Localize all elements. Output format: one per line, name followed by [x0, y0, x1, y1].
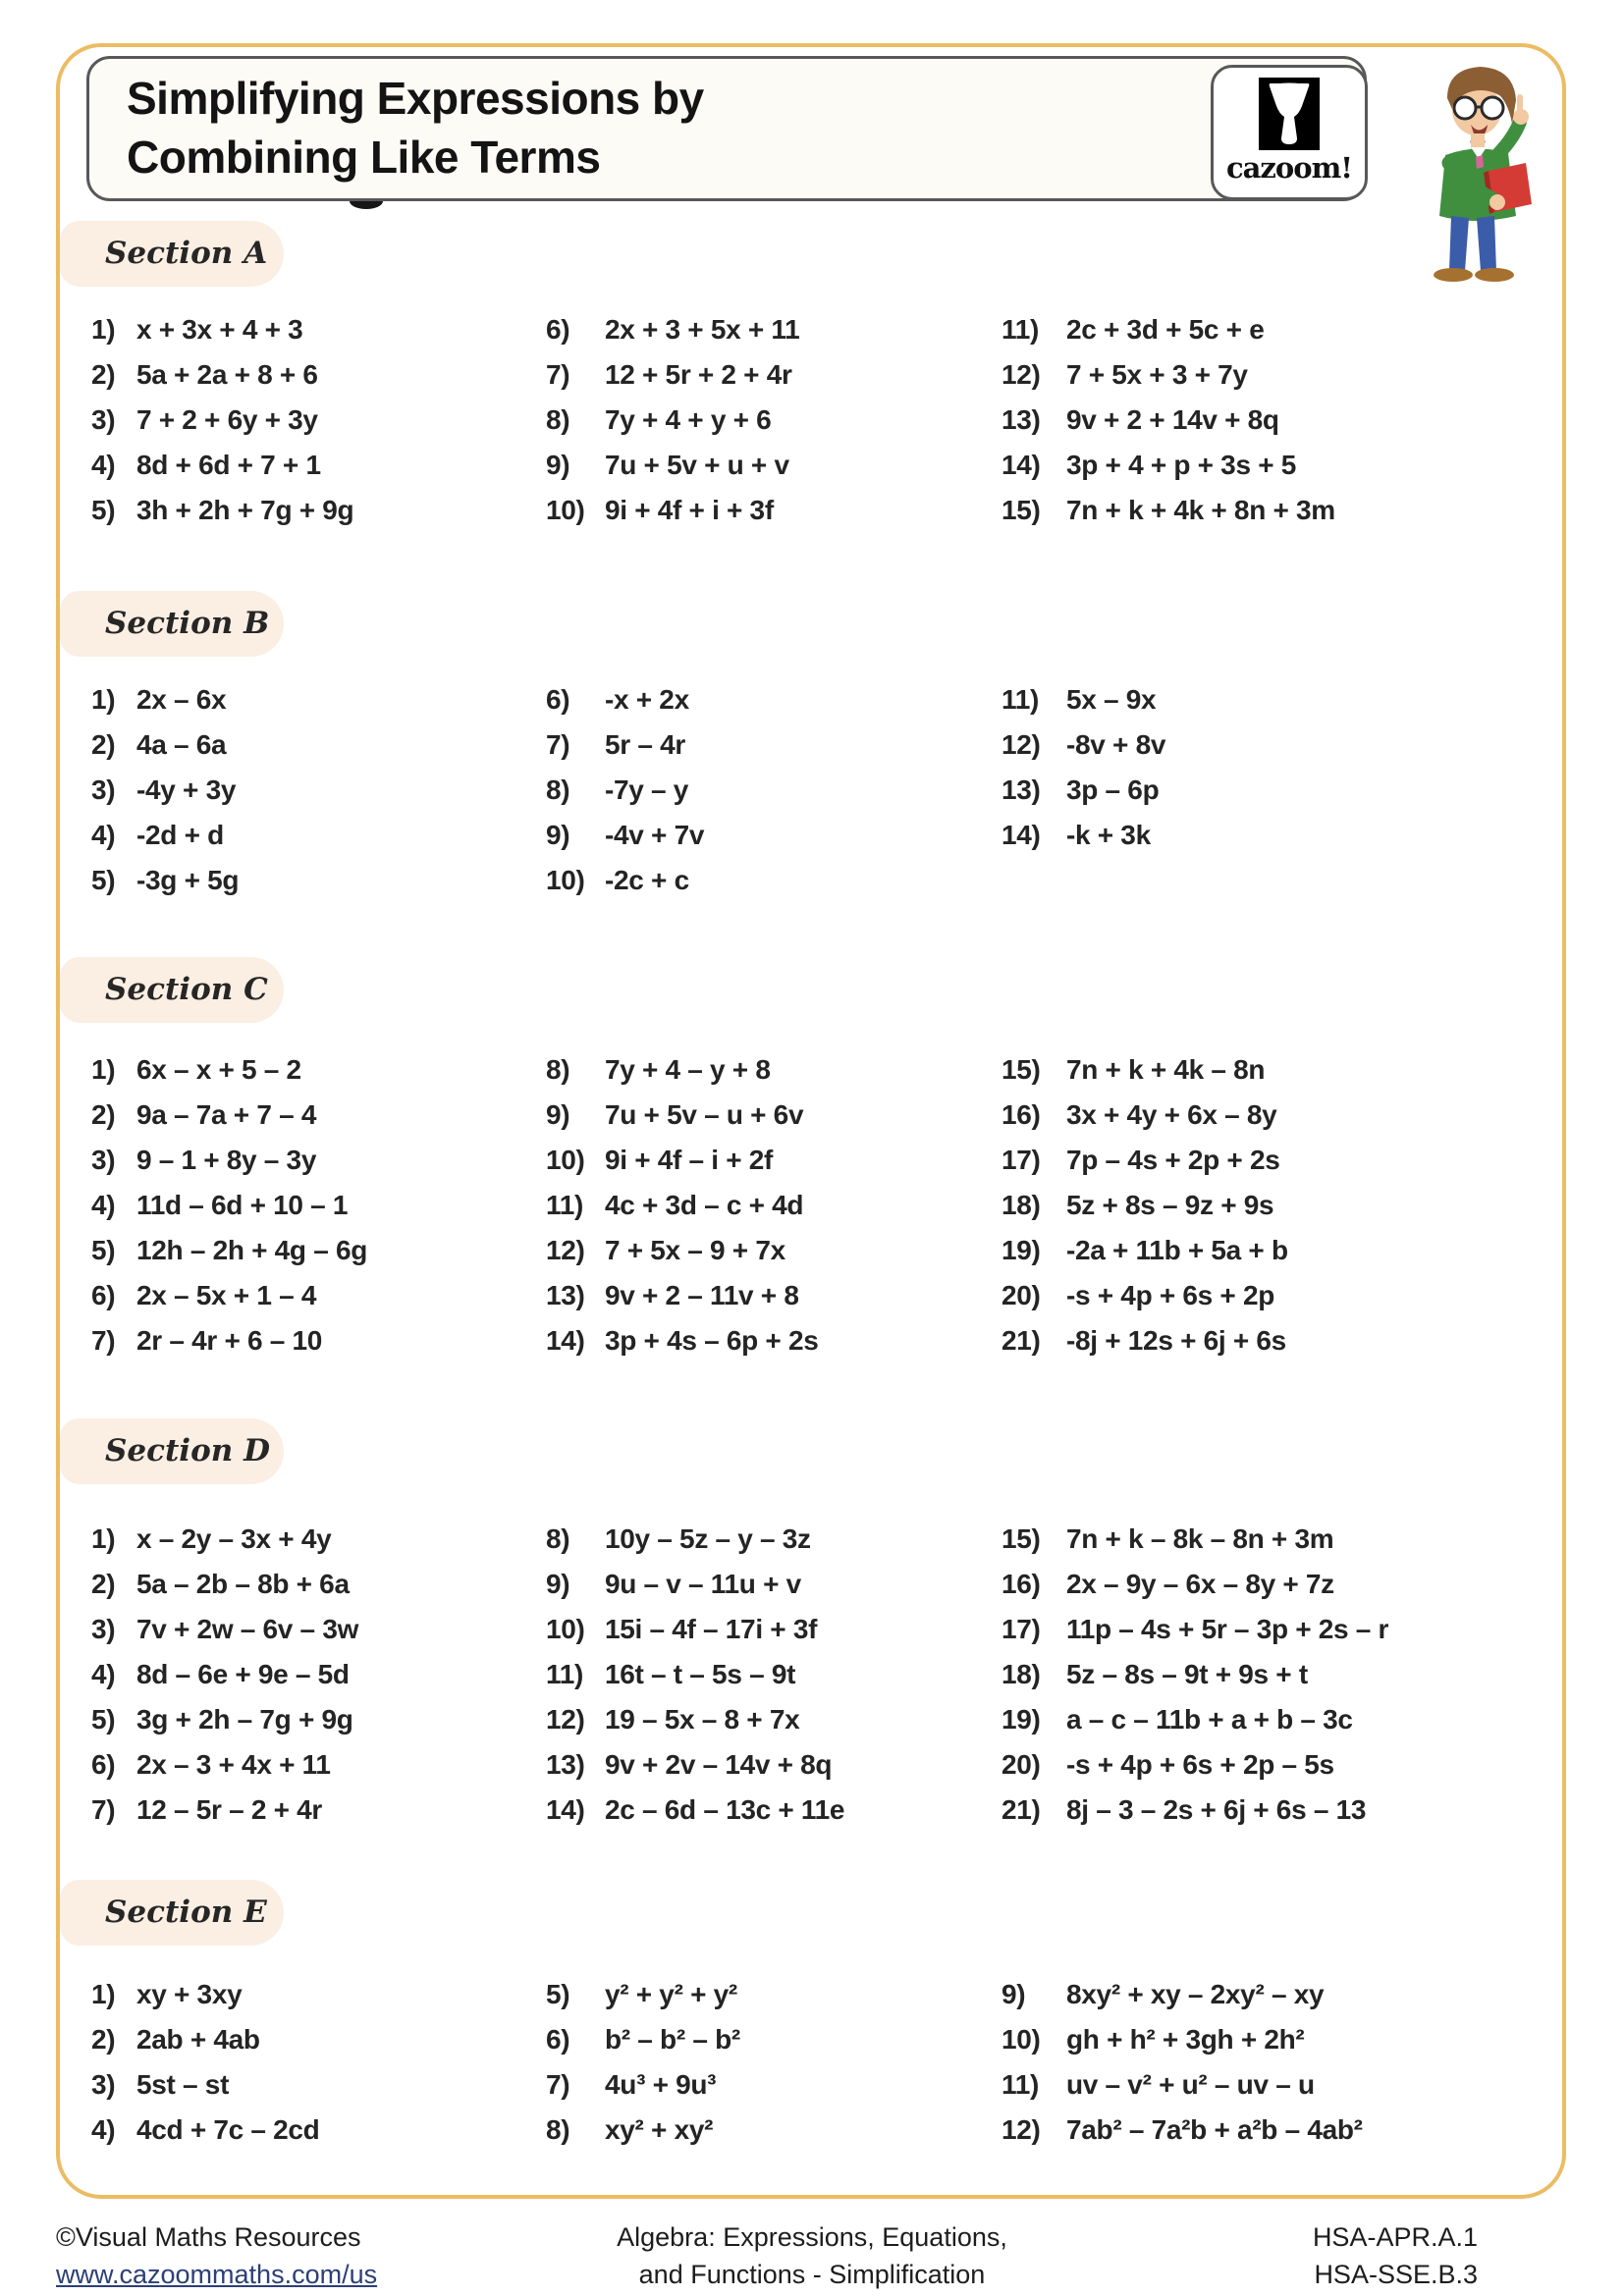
exercise-item: [91, 1704, 553, 1749]
exercise-item: [546, 2114, 1007, 2160]
section-c-column-1: [91, 1054, 553, 1370]
item-number: 18): [1001, 1659, 1041, 1689]
item-expression: 9i + 4f – i + 2f: [605, 1145, 774, 1175]
exercise-item: [91, 684, 553, 729]
item-expression: 7u + 5v – u + 6v: [605, 1099, 804, 1130]
item-number: 5): [91, 1704, 116, 1735]
item-number: 20): [1001, 1280, 1041, 1310]
item-number: 4): [91, 450, 116, 480]
exercise-item: [1001, 404, 1463, 450]
item-number: 1): [91, 1979, 116, 2009]
exercise-item: [1001, 495, 1463, 540]
section-d-column-3: [1001, 1523, 1463, 1840]
item-expression: gh + h² + 3gh + 2h²: [1066, 2024, 1305, 2055]
exercise-item: [1001, 1569, 1463, 1614]
logo-text: cazoom!: [1225, 151, 1353, 185]
item-number: 6): [546, 2024, 570, 2055]
item-expression: 9v + 2 – 11v + 8: [605, 1280, 799, 1310]
item-number: 6): [91, 1749, 116, 1780]
item-number: 12): [1001, 729, 1041, 760]
item-expression: 3p + 4s – 6p + 2s: [605, 1325, 819, 1356]
item-number: 8): [546, 774, 570, 805]
item-number: 10): [546, 1145, 585, 1175]
exercise-item: [91, 2069, 553, 2114]
item-expression: 5z – 8s – 9t + 9s + t: [1066, 1659, 1308, 1689]
item-expression: 7 + 2 + 6y + 3y: [136, 404, 318, 435]
section-a-label: Section A: [105, 236, 268, 271]
item-expression: 10y – 5z – y – 3z: [605, 1523, 811, 1554]
exercise-item: [546, 359, 1007, 404]
exercise-item: [91, 1280, 553, 1325]
item-number: 11): [546, 1659, 584, 1689]
footer-copyright: ©Visual Maths Resources: [56, 2222, 361, 2252]
item-number: 8): [546, 1523, 570, 1554]
item-expression: 2x – 9y – 6x – 8y + 7z: [1066, 1569, 1334, 1599]
item-expression: -4y + 3y: [136, 774, 237, 805]
exercise-item: [91, 774, 553, 820]
exercise-item: [1001, 2114, 1463, 2160]
item-expression: -2a + 11b + 5a + b: [1066, 1235, 1288, 1265]
worksheet-title-line1: Simplifying Expressions by: [127, 73, 704, 124]
item-expression: -2d + d: [136, 820, 224, 850]
exercise-item: [91, 314, 553, 359]
section-a-column-3: [1001, 314, 1463, 540]
item-expression: b² – b² – b²: [605, 2024, 740, 2055]
exercise-item: [91, 1569, 553, 1614]
item-number: 7): [546, 2069, 570, 2100]
item-number: 13): [546, 1280, 585, 1310]
exercise-item: [546, 820, 1007, 865]
item-expression: 2x + 3 + 5x + 11: [605, 314, 800, 345]
item-number: 2): [91, 729, 116, 760]
item-number: 12): [546, 1704, 585, 1735]
item-expression: -2c + c: [605, 865, 689, 895]
section-e-column-2: [546, 1979, 1007, 2160]
item-number: 9): [546, 450, 570, 480]
worksheet-title-line2: Combining Like Terms: [127, 132, 601, 183]
item-number: 15): [1001, 1523, 1041, 1554]
item-number: 5): [91, 865, 116, 895]
exercise-item: [546, 2024, 1007, 2069]
item-expression: 2x – 6x: [136, 684, 227, 715]
section-d-column-1: [91, 1523, 553, 1840]
item-expression: 3p – 6p: [1066, 774, 1160, 805]
exercise-item: [546, 1659, 1007, 1704]
exercise-item: [91, 359, 553, 404]
item-number: 2): [91, 2024, 116, 2055]
item-number: 10): [546, 865, 585, 895]
item-number: 3): [91, 404, 116, 435]
item-number: 19): [1001, 1235, 1041, 1265]
item-number: 11): [546, 1190, 584, 1220]
item-number: 17): [1001, 1614, 1041, 1644]
item-number: 14): [1001, 820, 1041, 850]
item-expression: -x + 2x: [605, 684, 689, 715]
item-number: 4): [91, 1659, 116, 1689]
item-number: 5): [546, 1979, 570, 2009]
item-number: 3): [91, 1614, 116, 1644]
item-expression: -k + 3k: [1066, 820, 1151, 850]
exercise-item: [91, 450, 553, 495]
item-number: 4): [91, 2114, 116, 2145]
item-expression: 8d + 6d + 7 + 1: [136, 450, 321, 480]
exercise-item: [91, 1325, 553, 1370]
item-expression: 7 + 5x – 9 + 7x: [605, 1235, 785, 1265]
item-number: 1): [91, 684, 116, 715]
footer-topic-line1: Algebra: Expressions, Equations,: [617, 2222, 1007, 2252]
item-expression: 7n + k + 4k + 8n + 3m: [1066, 495, 1335, 525]
item-expression: 7ab² – 7a²b + a²b – 4ab²: [1066, 2114, 1363, 2145]
section-a-column-1: [91, 314, 553, 540]
item-expression: 15i – 4f – 17i + 3f: [605, 1614, 818, 1644]
item-expression: 7v + 2w – 6v – 3w: [136, 1614, 359, 1644]
item-number: 1): [91, 1523, 116, 1554]
item-expression: 4cd + 7c – 2cd: [136, 2114, 320, 2145]
footer-standards: [1313, 2218, 1478, 2293]
item-expression: 11p – 4s + 5r – 3p + 2s – r: [1066, 1614, 1389, 1644]
footer-website-link[interactable]: www.cazoommaths.com/us: [56, 2260, 378, 2289]
item-expression: 5r – 4r: [605, 729, 685, 760]
item-expression: 8j – 3 – 2s + 6j + 6s – 13: [1066, 1794, 1367, 1825]
exercise-item: [1001, 1190, 1463, 1235]
section-b-column-3: [1001, 684, 1463, 865]
item-number: 3): [91, 1145, 116, 1175]
item-expression: -7y – y: [605, 774, 689, 805]
item-expression: 5st – st: [136, 2069, 230, 2100]
exercise-item: [546, 450, 1007, 495]
exercise-item: [91, 2114, 553, 2160]
section-d-header: [60, 1418, 284, 1484]
exercise-item: [1001, 1794, 1463, 1840]
exercise-item: [546, 1054, 1007, 1099]
item-number: 21): [1001, 1325, 1041, 1356]
section-d-label: Section D: [105, 1433, 270, 1468]
item-number: 18): [1001, 1190, 1041, 1220]
item-number: 1): [91, 314, 116, 345]
item-expression: -4v + 7v: [605, 820, 705, 850]
item-number: 11): [1001, 684, 1040, 715]
item-expression: 4c + 3d – c + 4d: [605, 1190, 804, 1220]
item-expression: 9u – v – 11u + v: [605, 1569, 801, 1599]
item-number: 3): [91, 774, 116, 805]
section-e-header: [60, 1880, 284, 1946]
item-expression: 4a – 6a: [136, 729, 227, 760]
exercise-item: [546, 1145, 1007, 1190]
exercise-item: [1001, 1749, 1463, 1794]
exercise-item: [91, 404, 553, 450]
section-c-column-2: [546, 1054, 1007, 1370]
exercise-item: [1001, 450, 1463, 495]
item-expression: 19 – 5x – 8 + 7x: [605, 1704, 800, 1735]
exercise-item: [1001, 314, 1463, 359]
item-expression: -8j + 12s + 6j + 6s: [1066, 1325, 1286, 1356]
footer-topic-line2: and Functions - Simplification: [638, 2260, 986, 2289]
item-number: 12): [1001, 2114, 1041, 2145]
item-expression: 7y + 4 – y + 8: [605, 1054, 771, 1085]
exercise-item: [91, 2024, 553, 2069]
item-expression: x – 2y – 3x + 4y: [136, 1523, 332, 1554]
exercise-item: [1001, 1614, 1463, 1659]
item-number: 7): [91, 1325, 116, 1356]
item-number: 19): [1001, 1704, 1041, 1735]
exercise-item: [546, 495, 1007, 540]
item-number: 15): [1001, 495, 1041, 525]
exercise-item: [91, 820, 553, 865]
item-number: 14): [546, 1794, 585, 1825]
item-expression: 5z + 8s – 9z + 9s: [1066, 1190, 1274, 1220]
item-expression: -8v + 8v: [1066, 729, 1166, 760]
section-e-label: Section E: [105, 1895, 267, 1930]
item-expression: 11d – 6d + 10 – 1: [136, 1190, 349, 1220]
exercise-item: [546, 684, 1007, 729]
item-number: 12): [1001, 359, 1041, 390]
section-d-column-2: [546, 1523, 1007, 1840]
item-expression: -s + 4p + 6s + 2p: [1066, 1280, 1275, 1310]
item-number: 21): [1001, 1794, 1041, 1825]
item-expression: 2ab + 4ab: [136, 2024, 260, 2055]
exercise-item: [91, 865, 553, 910]
item-number: 7): [546, 359, 570, 390]
exercise-item: [91, 1145, 553, 1190]
exercise-item: [1001, 729, 1463, 774]
exercise-item: [91, 1614, 553, 1659]
item-expression: a – c – 11b + a + b – 3c: [1066, 1704, 1353, 1735]
exercise-item: [546, 1325, 1007, 1370]
item-number: 5): [91, 495, 116, 525]
exercise-item: [1001, 1979, 1463, 2024]
exercise-item: [91, 1190, 553, 1235]
section-c-column-3: [1001, 1054, 1463, 1370]
item-number: 9): [546, 1569, 570, 1599]
item-expression: 3p + 4 + p + 3s + 5: [1066, 450, 1297, 480]
item-number: 6): [546, 684, 570, 715]
item-expression: 7u + 5v + u + v: [605, 450, 789, 480]
item-number: 6): [91, 1280, 116, 1310]
item-number: 7): [546, 729, 570, 760]
item-number: 13): [1001, 404, 1041, 435]
item-number: 16): [1001, 1099, 1041, 1130]
item-number: 8): [546, 404, 570, 435]
exercise-item: [1001, 1523, 1463, 1569]
cazoom-logo: [1211, 65, 1368, 200]
exercise-item: [546, 774, 1007, 820]
item-number: 8): [546, 2114, 570, 2145]
item-number: 15): [1001, 1054, 1041, 1085]
exercise-item: [1001, 359, 1463, 404]
item-expression: 2x – 5x + 1 – 4: [136, 1280, 317, 1310]
item-number: 11): [1001, 314, 1040, 345]
item-expression: 3g + 2h – 7g + 9g: [136, 1704, 353, 1735]
drum-icon: [1259, 78, 1320, 150]
item-number: 9): [546, 1099, 570, 1130]
exercise-item: [546, 1704, 1007, 1749]
exercise-item: [546, 1523, 1007, 1569]
item-expression: 2c – 6d – 13c + 11e: [605, 1794, 845, 1825]
section-b-header: [60, 591, 284, 657]
exercise-item: [91, 1979, 553, 2024]
section-c-label: Section C: [105, 972, 268, 1007]
exercise-item: [546, 1569, 1007, 1614]
exercise-item: [546, 1749, 1007, 1794]
exercise-item: [1001, 1280, 1463, 1325]
item-number: 14): [1001, 450, 1041, 480]
item-number: 4): [91, 1190, 116, 1220]
item-number: 2): [91, 1099, 116, 1130]
item-expression: -3g + 5g: [136, 865, 240, 895]
item-expression: -s + 4p + 6s + 2p – 5s: [1066, 1749, 1334, 1780]
item-number: 13): [1001, 774, 1041, 805]
section-b-column-2: [546, 684, 1007, 910]
item-number: 11): [1001, 2069, 1040, 2100]
item-expression: x + 3x + 4 + 3: [136, 314, 303, 345]
exercise-item: [91, 729, 553, 774]
item-expression: xy + 3xy: [136, 1979, 243, 2009]
item-number: 16): [1001, 1569, 1041, 1599]
item-expression: y² + y² + y²: [605, 1979, 737, 2009]
exercise-item: [91, 1054, 553, 1099]
item-expression: 12 + 5r + 2 + 4r: [605, 359, 792, 390]
item-number: 8): [546, 1054, 570, 1085]
item-number: 4): [91, 820, 116, 850]
item-expression: 7p – 4s + 2p + 2s: [1066, 1145, 1280, 1175]
section-e-column-1: [91, 1979, 553, 2160]
exercise-item: [546, 1979, 1007, 2024]
section-b-label: Section B: [105, 606, 270, 641]
exercise-item: [546, 1280, 1007, 1325]
item-expression: 3x + 4y + 6x – 8y: [1066, 1099, 1277, 1130]
teacher-illustration: [1404, 61, 1561, 292]
section-e-column-3: [1001, 1979, 1463, 2160]
exercise-item: [91, 495, 553, 540]
exercise-item: [1001, 820, 1463, 865]
section-a-header: [60, 221, 284, 287]
item-expression: 7n + k – 8k – 8n + 3m: [1066, 1523, 1334, 1554]
item-expression: 9v + 2 + 14v + 8q: [1066, 404, 1279, 435]
item-expression: 16t – t – 5s – 9t: [605, 1659, 796, 1689]
exercise-item: [546, 1099, 1007, 1145]
item-expression: 9v + 2v – 14v + 8q: [605, 1749, 833, 1780]
item-expression: 12h – 2h + 4g – 6g: [136, 1235, 368, 1265]
exercise-item: [1001, 1659, 1463, 1704]
exercise-item: [546, 1235, 1007, 1280]
footer-standard-2: HSA-SSE.B.3: [1314, 2260, 1478, 2289]
item-expression: 3h + 2h + 7g + 9g: [136, 495, 354, 525]
item-expression: 9a – 7a + 7 – 4: [136, 1099, 317, 1130]
item-number: 2): [91, 359, 116, 390]
item-number: 2): [91, 1569, 116, 1599]
item-expression: 7n + k + 4k – 8n: [1066, 1054, 1266, 1085]
item-number: 17): [1001, 1145, 1041, 1175]
exercise-item: [1001, 1325, 1463, 1370]
item-number: 10): [546, 1614, 585, 1644]
exercise-item: [1001, 1145, 1463, 1190]
title-box: [86, 56, 1367, 201]
item-number: 6): [546, 314, 570, 345]
item-number: 9): [546, 820, 570, 850]
item-expression: 9i + 4f + i + 3f: [605, 495, 774, 525]
exercise-item: [1001, 1704, 1463, 1749]
exercise-item: [546, 404, 1007, 450]
exercise-item: [1001, 2069, 1463, 2114]
exercise-item: [546, 729, 1007, 774]
exercise-item: [1001, 774, 1463, 820]
item-number: 13): [546, 1749, 585, 1780]
item-number: 10): [1001, 2024, 1041, 2055]
exercise-item: [1001, 1054, 1463, 1099]
item-number: 7): [91, 1794, 116, 1825]
item-number: 5): [91, 1235, 116, 1265]
exercise-item: [1001, 684, 1463, 729]
exercise-item: [1001, 1235, 1463, 1280]
item-expression: 5a – 2b – 8b + 6a: [136, 1569, 350, 1599]
item-expression: 4u³ + 9u³: [605, 2069, 717, 2100]
item-expression: 7y + 4 + y + 6: [605, 404, 772, 435]
item-number: 10): [546, 495, 585, 525]
item-number: 14): [546, 1325, 585, 1356]
item-expression: 2r – 4r + 6 – 10: [136, 1325, 323, 1356]
item-expression: uv – v² + u² – uv – u: [1066, 2069, 1315, 2100]
exercise-item: [546, 865, 1007, 910]
exercise-item: [546, 1190, 1007, 1235]
exercise-item: [546, 1794, 1007, 1840]
footer-standard-1: HSA-APR.A.1: [1312, 2222, 1478, 2252]
exercise-item: [91, 1749, 553, 1794]
item-expression: 8xy² + xy – 2xy² – xy: [1066, 1979, 1325, 2009]
item-expression: 9 – 1 + 8y – 3y: [136, 1145, 317, 1175]
item-number: 1): [91, 1054, 116, 1085]
exercise-item: [91, 1523, 553, 1569]
item-expression: 6x – x + 5 – 2: [136, 1054, 301, 1085]
section-a-column-2: [546, 314, 1007, 540]
item-number: 3): [91, 2069, 116, 2100]
item-expression: 7 + 5x + 3 + 7y: [1066, 359, 1248, 390]
item-expression: 12 – 5r – 2 + 4r: [136, 1794, 323, 1825]
exercise-item: [1001, 1099, 1463, 1145]
exercise-item: [91, 1794, 553, 1840]
item-number: 12): [546, 1235, 585, 1265]
exercise-item: [546, 1614, 1007, 1659]
item-expression: 5a + 2a + 8 + 6: [136, 359, 318, 390]
item-expression: 2x – 3 + 4x + 11: [136, 1749, 331, 1780]
item-expression: 5x – 9x: [1066, 684, 1157, 715]
item-expression: 2c + 3d + 5c + e: [1066, 314, 1265, 345]
exercise-item: [91, 1235, 553, 1280]
item-number: 20): [1001, 1749, 1041, 1780]
exercise-item: [91, 1659, 553, 1704]
section-b-column-1: [91, 684, 553, 910]
section-c-header: [60, 957, 284, 1023]
item-number: 9): [1001, 1979, 1026, 2009]
exercise-item: [546, 314, 1007, 359]
exercise-item: [91, 1099, 553, 1145]
item-expression: xy² + xy²: [605, 2114, 714, 2145]
exercise-item: [546, 2069, 1007, 2114]
item-expression: 8d – 6e + 9e – 5d: [136, 1659, 350, 1689]
exercise-item: [1001, 2024, 1463, 2069]
worksheet-title: [127, 69, 704, 187]
